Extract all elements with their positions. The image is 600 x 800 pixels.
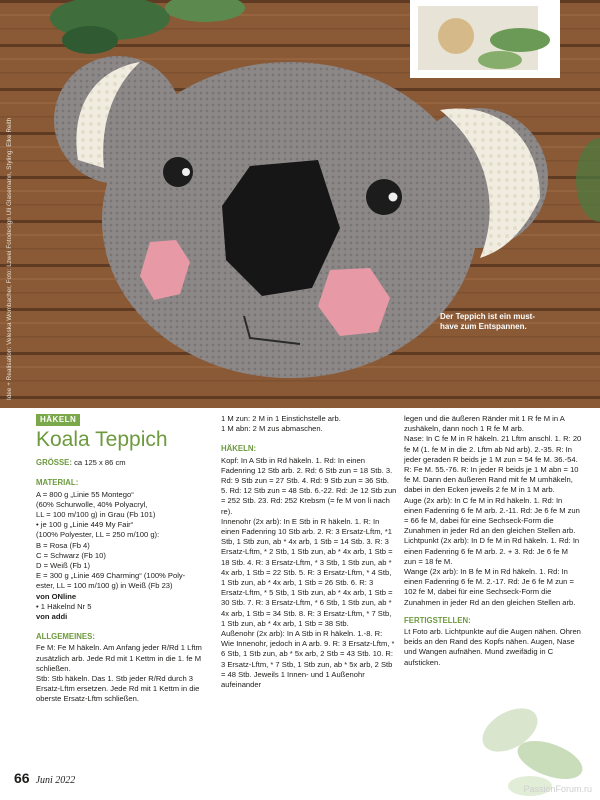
column-1 <box>36 414 214 705</box>
photo-credit: Idee + Realisation: Veleska Wombacher, Foto: Lzwei Fotodesign Uli Glasemann, Styling: Elke Reith <box>6 117 13 400</box>
material-line: von addi <box>36 612 68 622</box>
column-3 <box>404 414 582 668</box>
material-heading: MATERIAL: <box>36 478 79 488</box>
material-line: (100% Polyester, LL = 250 m/100 g): <box>36 530 160 540</box>
category-tag: HÄKELN <box>36 414 80 426</box>
page-footer <box>14 770 75 786</box>
instruction-paragraph: Lichtpunkt (2x arb): In D fe M in Rd häkeln. 1. Rd: In einen Fadenring 6 fe M arb. 2. + 3. Rd: Je 6 fe M zun = 18 fe M. <box>404 536 580 566</box>
finishing-paragraph: Lt Foto arb. Lichtpunkte auf die Augen nähen. Ohren beids an den Rand des Kopfs nähen. Augen, Nase und Wangen aufnähen. Mund zweifädig in C aufsticken. <box>404 627 581 667</box>
material-line: E = 300 g „Linie 469 Charming“ (100% Poly- <box>36 571 186 581</box>
general-paragraph: Fe M: Fe M häkeln. Am Anfang jeder R/Rd 1 Lftm zusätzlich arb. Jede Rd mit 1 Kettm in die 1. fe M schließen. <box>36 643 202 673</box>
material-line: • 1 Häkelnd Nr 5 <box>36 601 92 611</box>
instruction-paragraph: Auge (2x arb): In C fe M in Rd häkeln. 1. Rd: In einen Fadenring 6 fe M arb. 2.-11. Rd: Je 6 fe M zun = 66 fe M, dabei für eine Sechseck-Form die Zunahmen in jeder Rd an den gleichen Stellen arb. <box>404 495 580 536</box>
watermark: PassionForum.ru <box>523 784 592 794</box>
abbrev-line: 1 M abn: 2 M zus abmaschen. <box>221 424 323 434</box>
issue-date: Juni 2022 <box>35 775 76 786</box>
instruction-paragraph: Innenohr (2x arb): In E Stb in R häkeln. 1. R: In einen Fadenring 10 Stb arb. 2. R: 3 Ersatz-Lftm, *1 Stb, 1 Stb zun, ab * 4x arb, 1 Stb = 14 Stb. 3. R: 3 Ersatz-Lftm, * 2 Stb, 1 Stb zun, ab * 4x arb, 1 Stb = 18 Stb. 4. R: 3 Ersatz-Lftm, * 3 Stb, 1 Stb zun, ab * 4x arb, 1 Stb = 22 Stb. 5. R: 3 Ersatz-Lftm, * 4 Stb, 1 Stb zun, ab * 4x arb, 1 Stb = 26 Stb. 6. R: 3 Ersatz-Lftm, * 5 Stb, 1 Stb zun, ab * 4x arb, 1 Stb = 30 Stb. 7. R: 3 Ersatz-Lftm, * 6 Stb, 1 Stb zun, ab * 4x arb, 1 Stb = 34 Stb. 8. R: 3 Ersatz-Lftm, * 7 Stb, 1 Stb zun, ab * 4x arb, 1 Stb = 38 Stb. <box>221 516 393 628</box>
size-line: GRÖSSE: ca 125 x 86 cm <box>36 458 126 468</box>
material-line: D = Weiß (Fb 1) <box>36 561 91 571</box>
material-list <box>36 490 214 623</box>
instruction-paragraph: Außenohr (2x arb): In A Stb in R häkeln. 1.-8. R: Wie Innenohr, jedoch in A arb. 9. R: 3 Ersatz-Lftm, * 6 Stb, 1 Stb zun, ab * 5x arb, 2 Stb = 43 Stb. 10. R: 3 Ersatz-Lftm, * 7 Stb, 1 Stb zun, ab * 5x arb, 2 Stb = 48 Stb. Jeweils 1 Innen- und 1 Außenohr aufeinander <box>221 629 395 690</box>
general-heading: ALLGEMEINES: <box>36 632 95 642</box>
material-line: ester, LL = 100 m/100 g) in Weiß (Fb 23) <box>36 581 173 591</box>
material-line: (60% Schurwolle, 40% Polyacryl, <box>36 499 148 509</box>
material-line: A = 800 g „Linie 55 Montego“ <box>36 489 134 499</box>
material-line: LL = 100 m/100 g) in Grau (Fb 101) <box>36 510 156 520</box>
general-paragraph: Stb: Stb häkeln. Das 1. Stb jeder R/Rd durch 3 Ersatz-Lftm ersetzen. Jede Rd mit 1 Kettm in die oberste Ersatz-Lftm schließen. <box>36 674 200 704</box>
instruction-paragraph: legen und die äußeren Ränder mit 1 R fe M in A zushäkeln, dann noch 1 R fe M arb. <box>404 414 565 434</box>
finishing-heading: FERTIGSTELLEN: <box>404 615 471 625</box>
instruction-paragraph: Nase: In C fe M in R häkeln. 21 Lftm anschl. 1. R: 20 fe M (1. fe M in die 2. Lftm ab Nd arb). 2.-35. R: In jeder geraden R beids je 1 M zun = 54 fe M. 36.-54. R: Fe M. 55.-76. R: In jeder R beids je 1 M abn = 10 fe M. Dann den äußeren Rand mit fe M umhäkeln, dabei in den Ecken jeweils 2 fe M in 1 M arb. <box>404 434 582 495</box>
material-line: von ONline <box>36 591 77 601</box>
page-number: 66 <box>14 770 30 786</box>
instruction-paragraph: Wange (2x arb): In B fe M in Rd häkeln. 1. Rd: In einen Fadenring 6 fe M. 2.-17. Rd: Je 6 fe M zun = 102 fe M, dabei für eine Sechseck-Form die Zunahmen in jeder Rd an den gleichen Stellen arb. <box>404 567 576 607</box>
instruction-paragraph: Kopf: In A Stb in Rd häkeln. 1. Rd: In einen Fadenring 12 Stb arb. 2. Rd: 6 Stb zun = 18 Stb. 3. Rd: 9 Stb zun = 27 Stb. 4. Rd: 9 Stb zun = 36 Stb. 5. Rd: 12 Stb zun = 48 Stb. 6.-22. Rd: Je 12 Stb zun = 252 Stb. 23. Rd: 252 Krebsm (= fe M von li nach re). <box>221 455 397 516</box>
abbrev-line: 1 M zun: 2 M in 1 Einstichstelle arb. <box>221 414 341 423</box>
material-line: B = Rosa (Fb 4) <box>36 540 90 550</box>
material-line: C = Schwarz (Fb 10) <box>36 550 106 560</box>
article-title: Koala Teppich <box>36 428 168 452</box>
photo-caption: Der Teppich ist ein must-have zum Entspannen. <box>440 312 535 331</box>
material-line: • je 100 g „Linie 449 My Fair“ <box>36 520 134 530</box>
column-2 <box>221 414 397 690</box>
crochet-heading: HÄKELN: <box>221 444 257 454</box>
